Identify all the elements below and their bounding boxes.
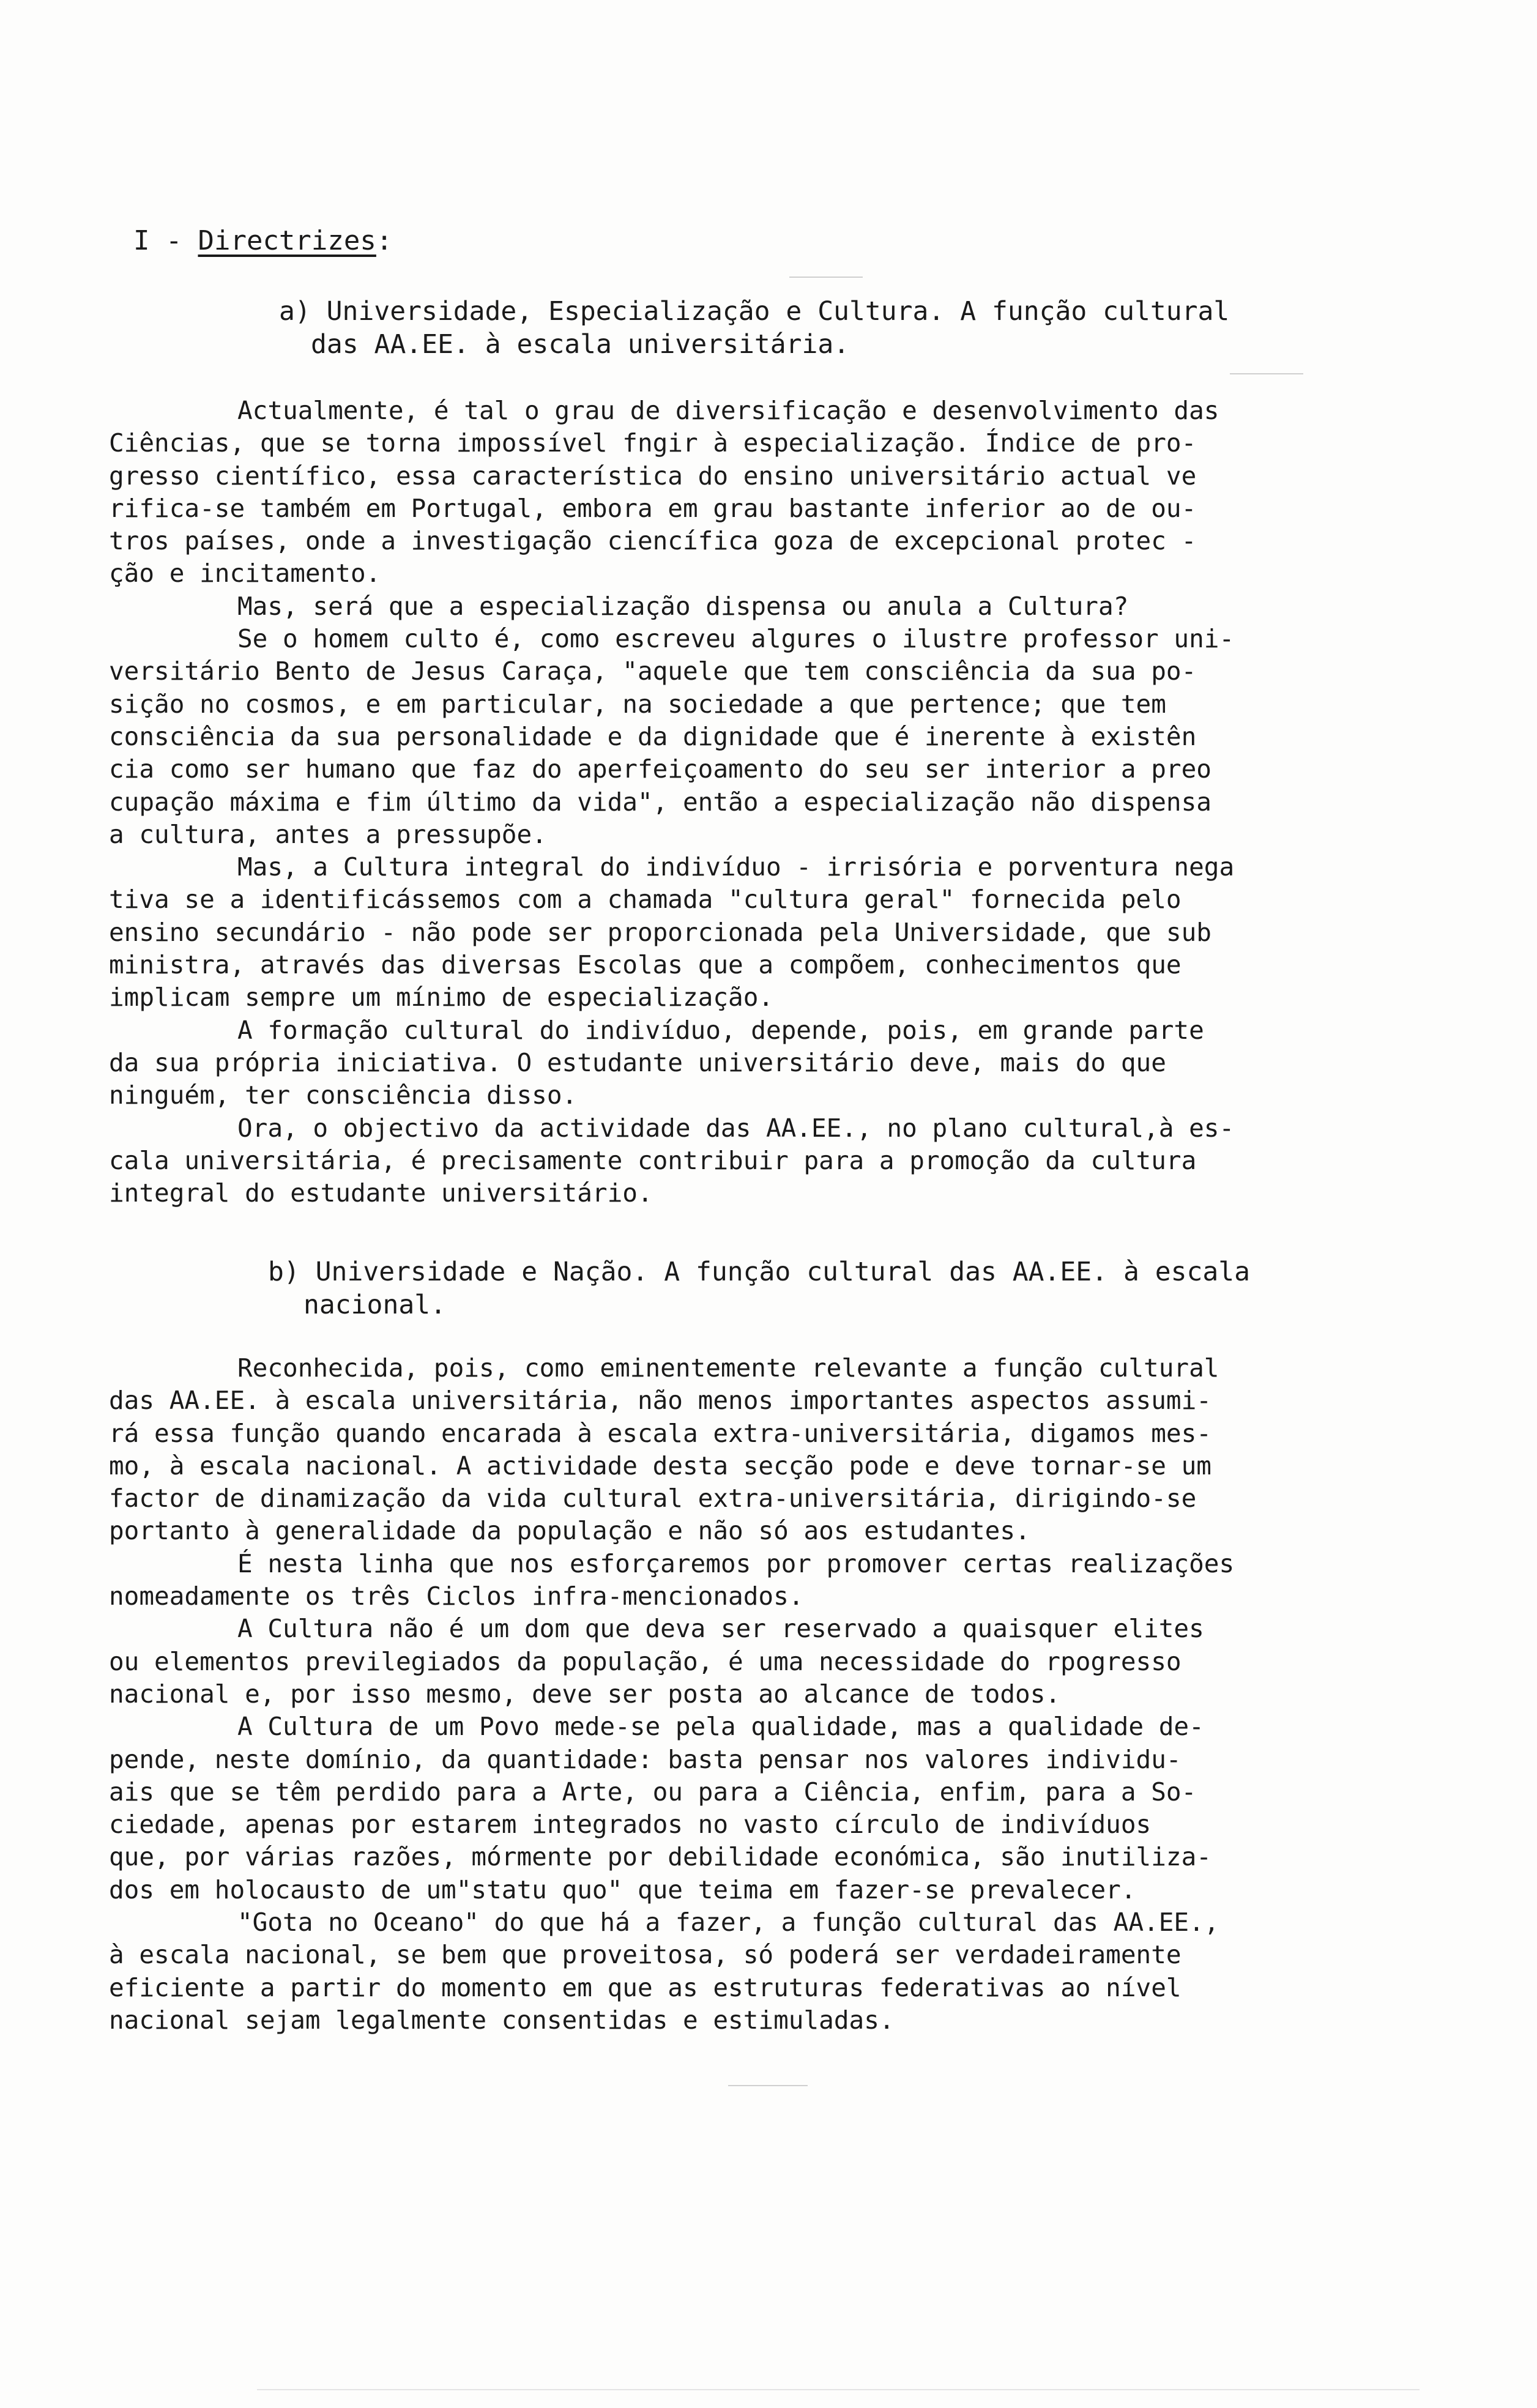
paragraph-line: gresso científico, essa característica do ensino universitário actual ve	[109, 461, 1197, 491]
subsection-b-line: b) Universidade e Nação. A função cultural das AA.EE. à escala	[268, 1257, 1251, 1287]
paragraph-line: Mas, a Cultura integral do indivíduo - irrisória e porventura nega	[237, 852, 1235, 882]
paragraph-line: mo, à escala nacional. A actividade desta secção pode e deve tornar-se um	[109, 1451, 1211, 1481]
paragraph-line: consciência da sua personalidade e da dignidade que é inerente à existên	[109, 721, 1197, 751]
paragraph-line: cala universitária, é precisamente contribuir para a promoção da cultura	[109, 1145, 1197, 1175]
paragraph-line: nacional sejam legalmente consentidas e estimuladas.	[109, 2005, 895, 2035]
paragraph-line: da sua própria iniciativa. O estudante universitário deve, mais do que	[109, 1047, 1166, 1077]
paragraph-line: à escala nacional, se bem que proveitosa, só poderá ser verdadeiramente	[109, 1940, 1182, 1970]
paragraph-line: ministra, através das diversas Escolas que a compõem, conhecimentos que	[109, 950, 1182, 980]
subsection-a-line: das AA.EE. à escala universitária.	[311, 329, 850, 360]
paragraph-line: A formação cultural do indivíduo, depende, pois, em grande parte	[237, 1015, 1204, 1045]
subsection-a-heading	[279, 295, 1229, 361]
paragraph-line: É nesta linha que nos esforçaremos por promover certas realizações	[237, 1548, 1235, 1578]
paragraph-line: ensino secundário - não pode ser proporcionada pela Universidade, que sub	[109, 917, 1211, 947]
paragraph-line: factor de dinamização da vida cultural extra-universitária, dirigindo-se	[109, 1484, 1197, 1514]
paragraph-line: A Cultura de um Povo mede-se pela qualidade, mas a qualidade de-	[237, 1712, 1204, 1742]
subsection-b-line: nacional.	[303, 1290, 446, 1320]
paragraph-line: Actualmente, é tal o grau de diversificação e desenvolvimento das	[237, 396, 1219, 425]
paragraph-line: ção e incitamento.	[109, 559, 381, 589]
paragraph-line: A Cultura não é um dom que deva ser reservado a quaisquer elites	[237, 1614, 1204, 1644]
paragraph-line: eficiente a partir do momento em que as estruturas federativas ao nível	[109, 1972, 1182, 2002]
subsection-b-body	[109, 1352, 1431, 2037]
subsection-a-line: a) Universidade, Especialização e Cultura. A função cultural	[279, 296, 1230, 327]
paragraph-line: cupação máxima e fim último da vida", então a especialização não dispensa	[109, 787, 1211, 817]
paragraph-line: rifica-se também em Portugal, embora em grau bastante inferior ao de ou-	[109, 493, 1197, 523]
paragraph-line: das AA.EE. à escala universitária, não menos importantes aspectos assumi-	[109, 1386, 1211, 1416]
paragraph-line: tros países, onde a investigação ciencífica goza de excepcional protec -	[109, 526, 1197, 556]
paragraph-line: nacional e, por isso mesmo, deve ser posta ao alcance de todos.	[109, 1679, 1061, 1709]
paragraph-line: ais que se têm perdido para a Arte, ou para a Ciência, enfim, para a So-	[109, 1777, 1197, 1807]
paragraph-line: Ciências, que se torna impossível fngir à especialização. Índice de pro-	[109, 428, 1197, 458]
paragraph-line: tiva se a identificássemos com a chamada "cultura geral" fornecida pelo	[109, 885, 1182, 915]
section-title: Directrizes	[198, 225, 376, 256]
paragraph-line: sição no cosmos, e em particular, na sociedade a que pertence; que tem	[109, 689, 1166, 719]
paragraph-line: que, por várias razões, mórmente por debilidade económica, são inutiliza-	[109, 1842, 1211, 1872]
paragraph-line: Reconhecida, pois, como eminentemente relevante a função cultural	[237, 1353, 1219, 1383]
paragraph-line: Ora, o objectivo da actividade das AA.EE., no plano cultural,à es-	[237, 1113, 1235, 1143]
paragraph-line: implicam sempre um mínimo de especialização.	[109, 983, 774, 1013]
paragraph-line: ou elementos previlegiados da população, é uma necessidade do rpogresso	[109, 1646, 1182, 1676]
scan-speck	[1230, 373, 1303, 374]
section-title-suffix: :	[376, 225, 393, 256]
scan-speck	[789, 277, 863, 278]
paragraph-line: Se o homem culto é, como escreveu algures o ilustre professor uni-	[237, 624, 1235, 654]
scan-edge-line	[257, 2389, 1420, 2390]
paragraph-line: portanto à generalidade da população e não só aos estudantes.	[109, 1516, 1030, 1546]
paragraph-line: versitário Bento de Jesus Caraça, "aquele que tem consciência da sua po-	[109, 656, 1197, 686]
paragraph-line: ninguém, ter consciência disso.	[109, 1080, 578, 1110]
paragraph-line: Mas, será que a especialização dispensa ou anula a Cultura?	[237, 591, 1129, 621]
paragraph-line: nomeadamente os três Ciclos infra-mencionados.	[109, 1581, 804, 1611]
paragraph-line: "Gota no Oceano" do que há a fazer, a função cultural das AA.EE.,	[237, 1908, 1219, 1938]
paragraph-line: ciedade, apenas por estarem integrados no vasto círculo de indivíduos	[109, 1810, 1152, 1840]
subsection-b-heading	[268, 1255, 1250, 1321]
paragraph-line: cia como ser humano que faz do aperfeiçoamento do seu ser interior a preo	[109, 754, 1211, 784]
section-number: I -	[133, 225, 182, 256]
section-heading	[133, 224, 392, 258]
paragraph-line: dos em holocausto de um"statu quo" que teima em fazer-se prevalecer.	[109, 1875, 1136, 1904]
paragraph-line: a cultura, antes a pressupõe.	[109, 819, 547, 849]
paragraph-line: integral do estudante universitário.	[109, 1178, 653, 1208]
paragraph-line: pende, neste domínio, da quantidade: basta pensar nos valores individu-	[109, 1744, 1182, 1774]
subsection-a-body	[109, 395, 1431, 1210]
scan-speck	[728, 2085, 808, 2086]
paragraph-line: rá essa função quando encarada à escala extra-universitária, digamos mes-	[109, 1418, 1211, 1448]
